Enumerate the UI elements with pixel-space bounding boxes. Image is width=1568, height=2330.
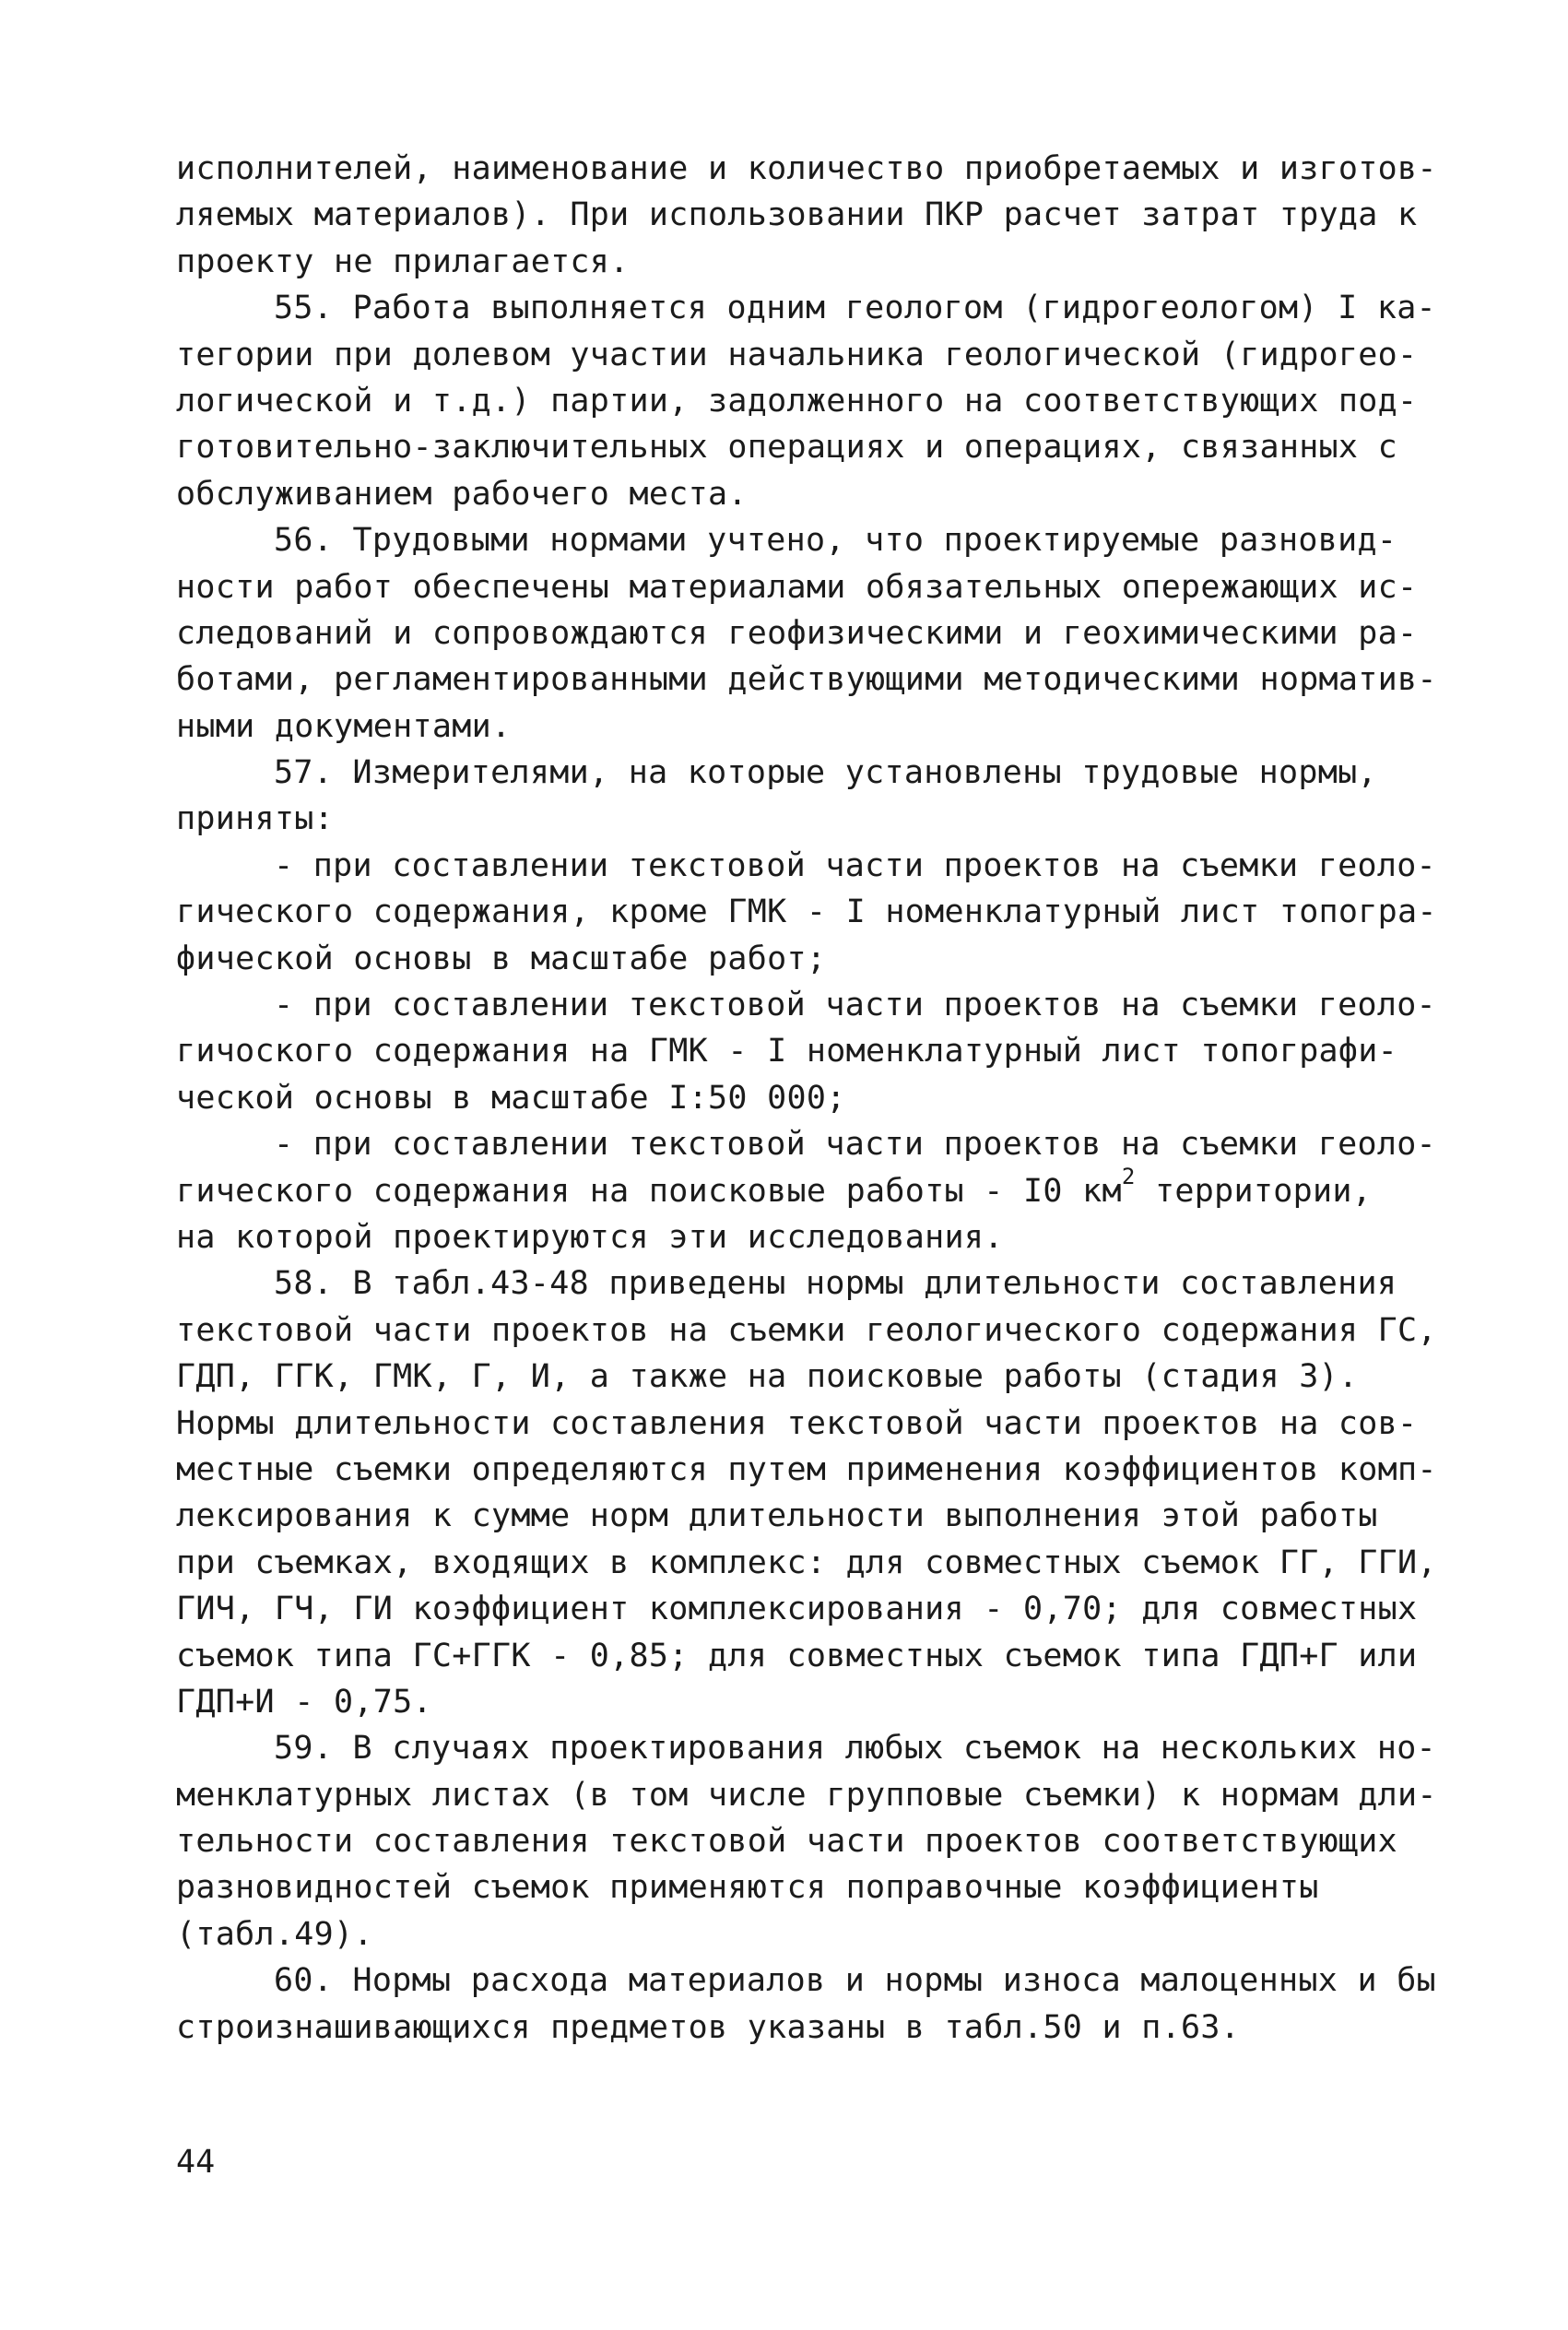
paragraph-59-start: 59. В случаях проектирования любых съемок на нескольких но- bbox=[274, 1730, 1436, 1768]
text-line: ГДП, ГГК, ГМК, Г, И, а также на поисковые работы (стадия 3). bbox=[176, 1358, 1359, 1396]
text-line: гичоского содержания на ГМК - I номенклатурный лист топографи- bbox=[176, 1033, 1398, 1070]
page-number: 44 bbox=[176, 2144, 216, 2181]
text-line: обслуживанием рабочего места. bbox=[176, 475, 748, 513]
text-line: менклатурных листах (в том числе групповые съемки) к нормам дли- bbox=[176, 1776, 1437, 1814]
paragraph-58-start: 58. В табл.43-48 приведены нормы длительности составления bbox=[274, 1265, 1397, 1303]
body-text bbox=[176, 146, 1437, 2051]
text-line: фической основы в масштабе работ; bbox=[176, 940, 827, 977]
text-line: исполнителей, наименование и количество приобретаемых и изготов- bbox=[176, 150, 1437, 187]
text-line: ляемых материалов). При использовании ПКР расчет затрат труда к bbox=[176, 196, 1418, 234]
text-line: готовительно-заключительных операциях и операциях, связанных с bbox=[176, 429, 1398, 467]
text-line: логической и т.д.) партии, задолженного на соответствующих под- bbox=[176, 382, 1418, 420]
text-line: ными документами. bbox=[176, 707, 512, 745]
text-line: строизнашивающихся предметов указаны в табл.50 и п.63. bbox=[176, 2008, 1241, 2046]
list-item-3-start: - при составлении текстовой части проектов на съемки геоло- bbox=[274, 1126, 1436, 1164]
text-line: гического содержания, кроме ГМК - I номенклатурный лист топогра- bbox=[176, 893, 1437, 931]
text-line: лексирования к сумме норм длительности выполнения этой работы bbox=[176, 1497, 1378, 1535]
text-line: ботами, регламентированными действующими методическими норматив- bbox=[176, 661, 1437, 699]
text-line: разновидностей съемок применяются поправочные коэффициенты bbox=[176, 1869, 1319, 1907]
text-line: при съемках, входящих в комплекс: для совместных съемок ГГ, ГГИ, bbox=[176, 1543, 1437, 1581]
text-line: ности работ обеспечены материалами обязательных опережающих ис- bbox=[176, 568, 1418, 606]
text-line: следований и сопровождаются геофизическими и геохимическими ра- bbox=[176, 614, 1418, 652]
text-line: местные съемки определяются путем применения коэффициентов комп- bbox=[176, 1450, 1437, 1488]
paragraph-55-start: 55. Работа выполняется одним геологом (гидрогеологом) I ка- bbox=[274, 290, 1436, 327]
text-line: ГИЧ, ГЧ, ГИ коэффициент комплексирования - 0,70; для совместных bbox=[176, 1591, 1418, 1628]
text-line-with-superscript bbox=[176, 1163, 1416, 1214]
text-line: тегории при долевом участии начальника геологической (гидрогео- bbox=[176, 336, 1418, 373]
superscript: 2 bbox=[1121, 1163, 1136, 1189]
paragraph-56-start: 56. Трудовыми нормами учтено, что проектируемые разновид- bbox=[274, 522, 1397, 560]
text-line: Нормы длительности составления текстовой части проектов на сов- bbox=[176, 1404, 1418, 1442]
text-line: тельности составления текстовой части проектов соответствующих bbox=[176, 1823, 1398, 1861]
text-line: ческой основы в масштабе I:50 000; bbox=[176, 1079, 846, 1117]
paragraph-57-start: 57. Измерителями, на которые установлены трудовые нормы, bbox=[274, 754, 1377, 792]
paragraph-60-start: 60. Нормы расхода материалов и нормы износа малоценных и бы bbox=[274, 1962, 1436, 2000]
text-line: ГДП+И - 0,75. bbox=[176, 1683, 432, 1721]
text-line: проекту не прилагается. bbox=[176, 242, 630, 280]
text-line: приняты: bbox=[176, 800, 334, 838]
list-item-2-start: - при составлении текстовой части проектов на съемки геоло- bbox=[274, 987, 1436, 1024]
text-fragment: гического содержания на поисковые работы - I0 км bbox=[176, 1172, 1122, 1210]
text-line: (табл.49). bbox=[176, 1915, 373, 1953]
text-line: текстовой части проектов на съемки геологического содержания ГС, bbox=[176, 1311, 1437, 1349]
text-line: съемок типа ГС+ГГК - 0,85; для совместных съемок типа ГДП+Г или bbox=[176, 1637, 1418, 1674]
list-item-1-start: - при составлении текстовой части проектов на съемки геоло- bbox=[274, 846, 1436, 884]
text-line: на которой проектируются эти исследования. bbox=[176, 1218, 1004, 1256]
text-fragment: территории, bbox=[1135, 1172, 1373, 1210]
